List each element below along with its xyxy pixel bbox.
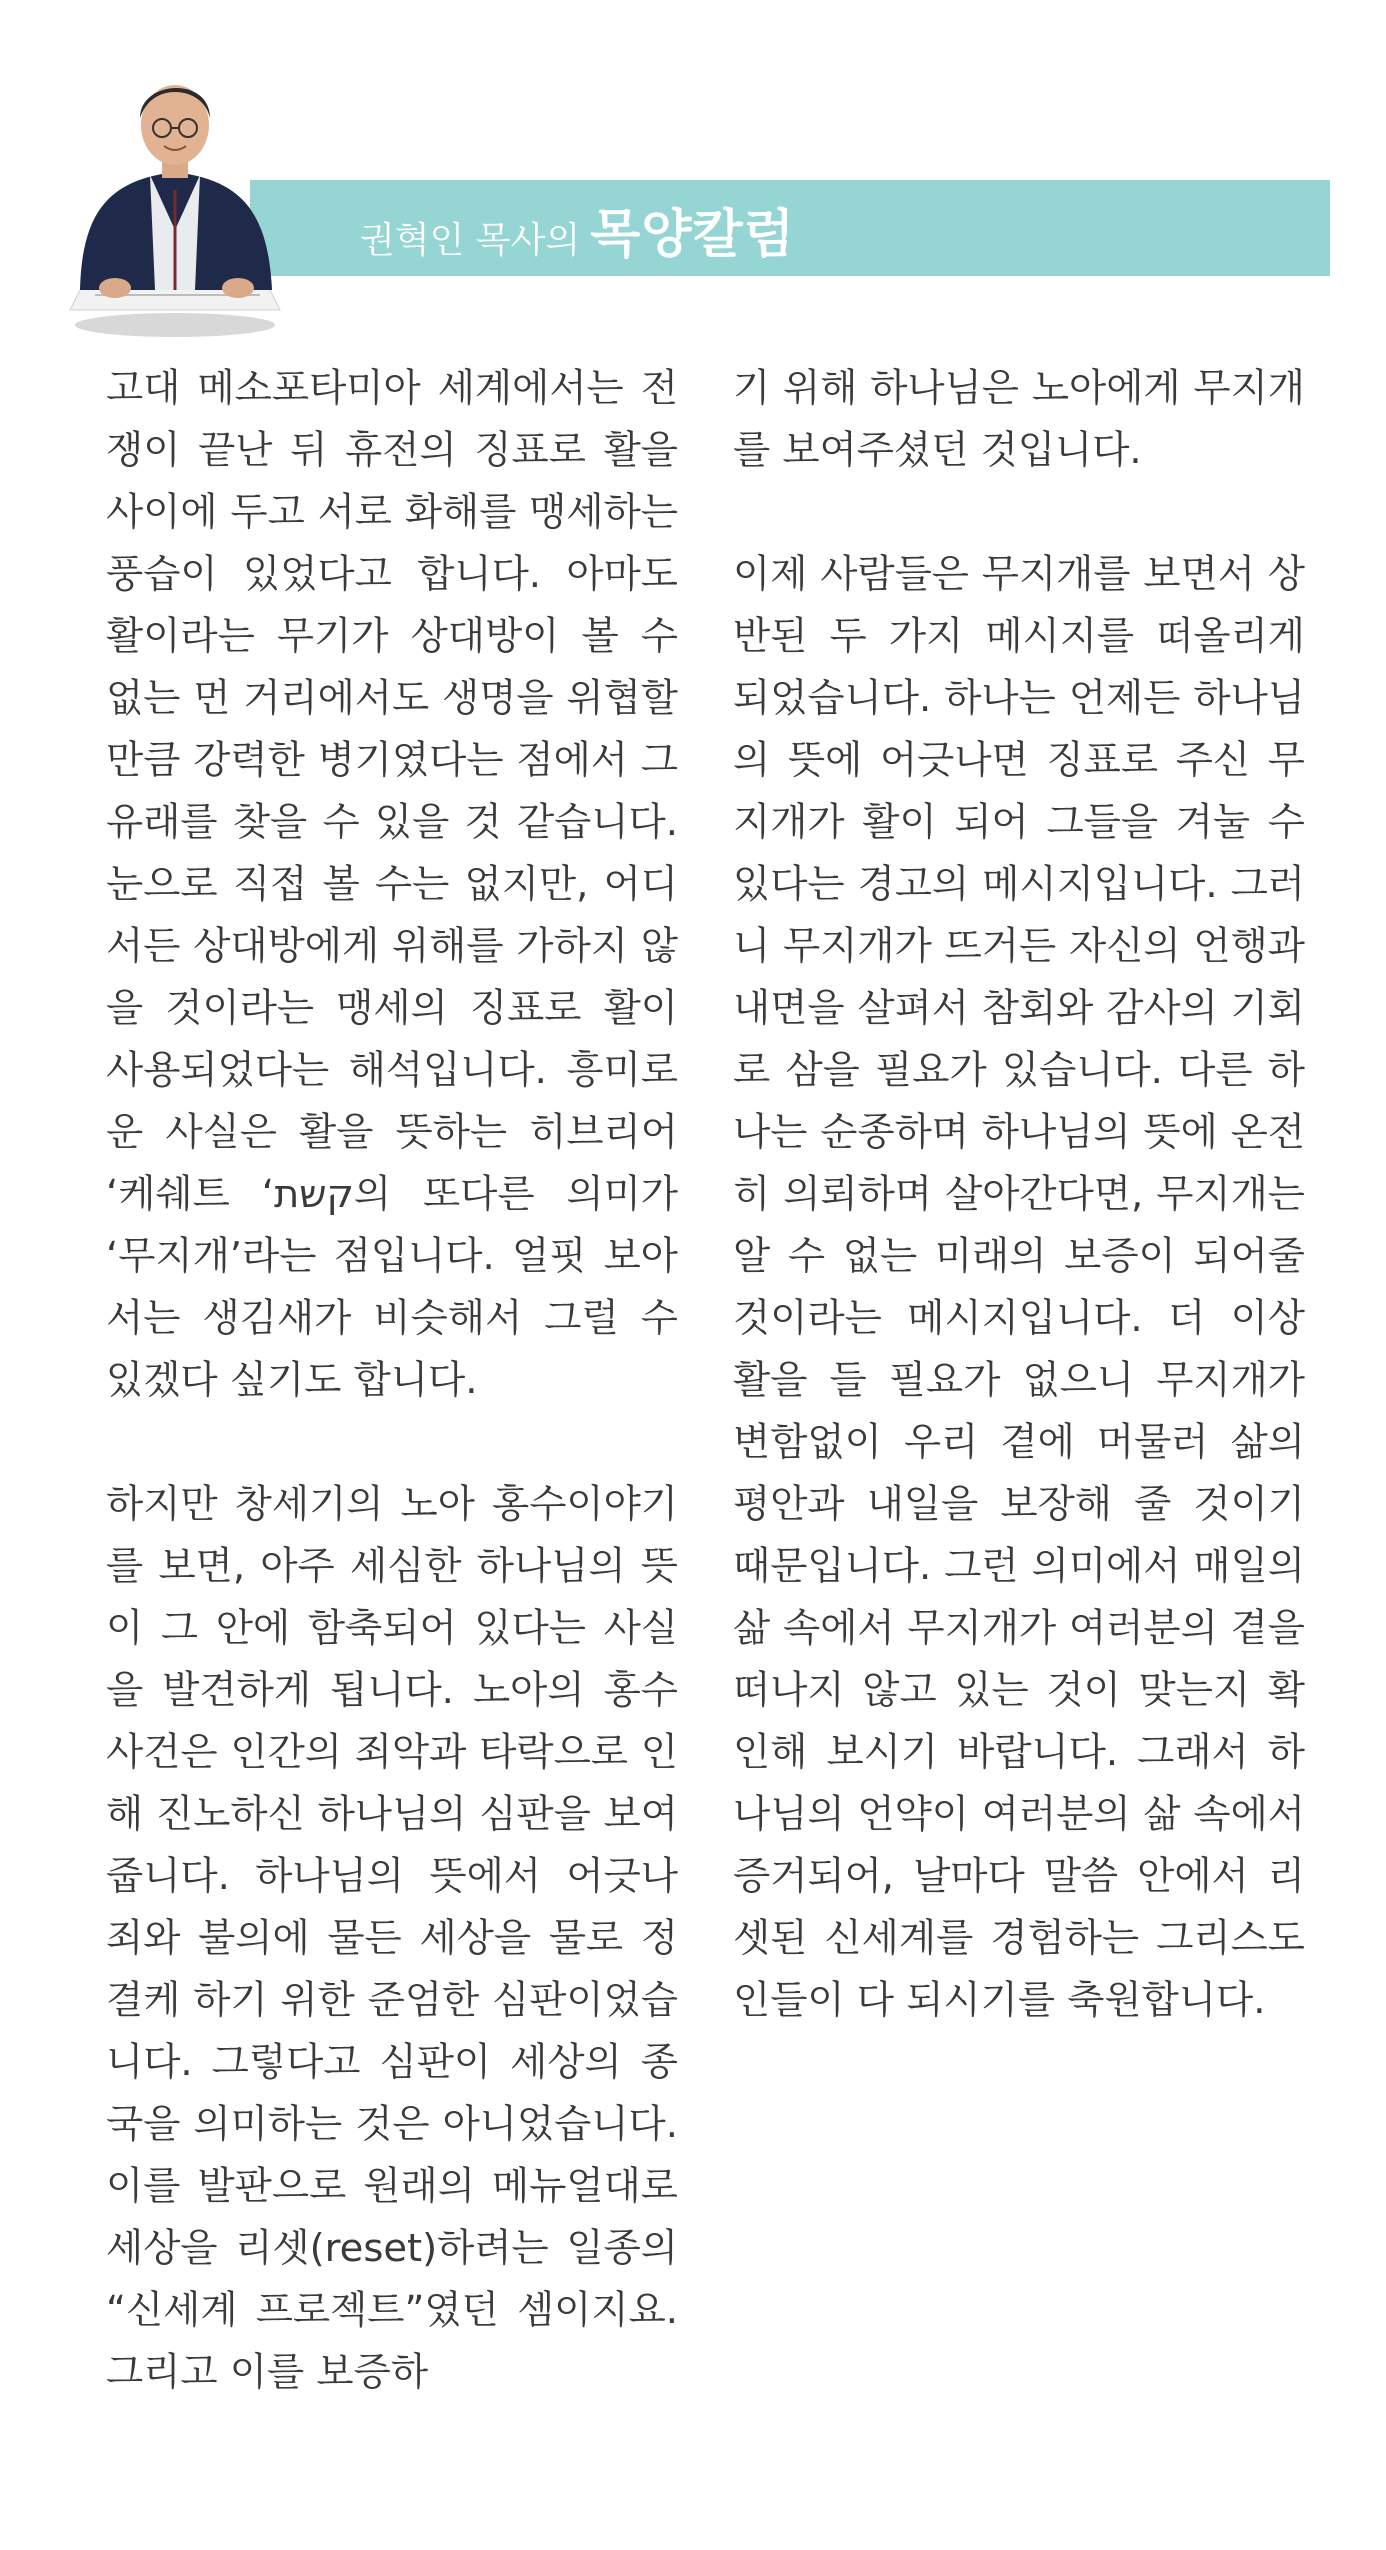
article-column-right: [733, 358, 1305, 2094]
column-name: 목양칼럼: [590, 205, 796, 265]
article-column-left: [106, 358, 678, 2466]
column-header: [360, 192, 795, 268]
author-portrait: [60, 40, 290, 340]
paragraph: 기 위해 하나님은 노아에게 무지개를 보여주셨던 것입니다.: [733, 366, 1305, 473]
paragraph: 고대 메소포타미아 세계에서는 전쟁이 끝난 뒤 휴전의 징표로 활을 사이에 두고 서로 화해를 맹세하는 풍습이 있었다고 합니다. 아마도 활이라는 무기가 상대방이 볼 수 없는 먼 거리에서도 생명을 위협할만큼 강력한 병기였다는 점에서 그 유래를 찾을 수 있을 것 같습니다. 눈으로 직접 볼 수는 없지만, 어디서든 상대방에게 위해를 가하지 않을 것이라는 맹세의 징표로 활이 사용되었다는 해석입니다. 흥미로운 사실은 활을 뜻하는 히브리어 ‘케쉐트 ‘קשת의 또다른 의미가 ‘무지개’라는 점입니다. 얼핏 보아서는 생김새가 비슷해서 그럴 수 있겠다 싶기도 합니다.: [106, 366, 678, 1403]
paragraph: 이제 사람들은 무지개를 보면서 상반된 두 가지 메시지를 떠올리게 되었습니다. 하나는 언제든 하나님의 뜻에 어긋나면 징표로 주신 무지개가 활이 되어 그들을 겨눌 수 있다는 경고의 메시지입니다. 그러니 무지개가 뜨거든 자신의 언행과 내면을 살펴서 참회와 감사의 기회로 삼을 필요가 있습니다. 다른 하나는 순종하며 하나님의 뜻에 온전히 의뢰하며 살아간다면, 무지개는 알 수 없는 미래의 보증이 되어줄 것이라는 메시지입니다. 더 이상 활을 들 필요가 없으니 무지개가 변함없이 우리 곁에 머물러 삶의 평안과 내일을 보장해 줄 것이기 때문입니다. 그런 의미에서 매일의 삶 속에서 무지개가 여러분의 곁을 떠나지 않고 있는 것이 맞는지 확인해 보시기 바랍니다. 그래서 하나님의 언약이 여러분의 삶 속에서 증거되어, 날마다 말씀 안에서 리셋된 신세계를 경험하는 그리스도인들이 다 되시기를 축원합니다.: [733, 552, 1305, 2023]
author-label: 권혁인 목사의: [360, 220, 581, 261]
paragraph: 하지만 창세기의 노아 홍수이야기를 보면, 아주 세심한 하나님의 뜻이 그 안에 함축되어 있다는 사실을 발견하게 됩니다. 노아의 홍수사건은 인간의 죄악과 타락으로 인해 진노하신 하나님의 심판을 보여줍니다. 하나님의 뜻에서 어긋나 죄와 불의에 물든 세상을 물로 정결케 하기 위한 준엄한 심판이었습니다. 그렇다고 심판이 세상의 종국을 의미하는 것은 아니었습니다. 이를 발판으로 원래의 메뉴얼대로 세상을 리셋(reset)하려는 일종의 “신세계 프로젝트”였던 셈이지요. 그리고 이를 보증하: [106, 1482, 678, 2395]
